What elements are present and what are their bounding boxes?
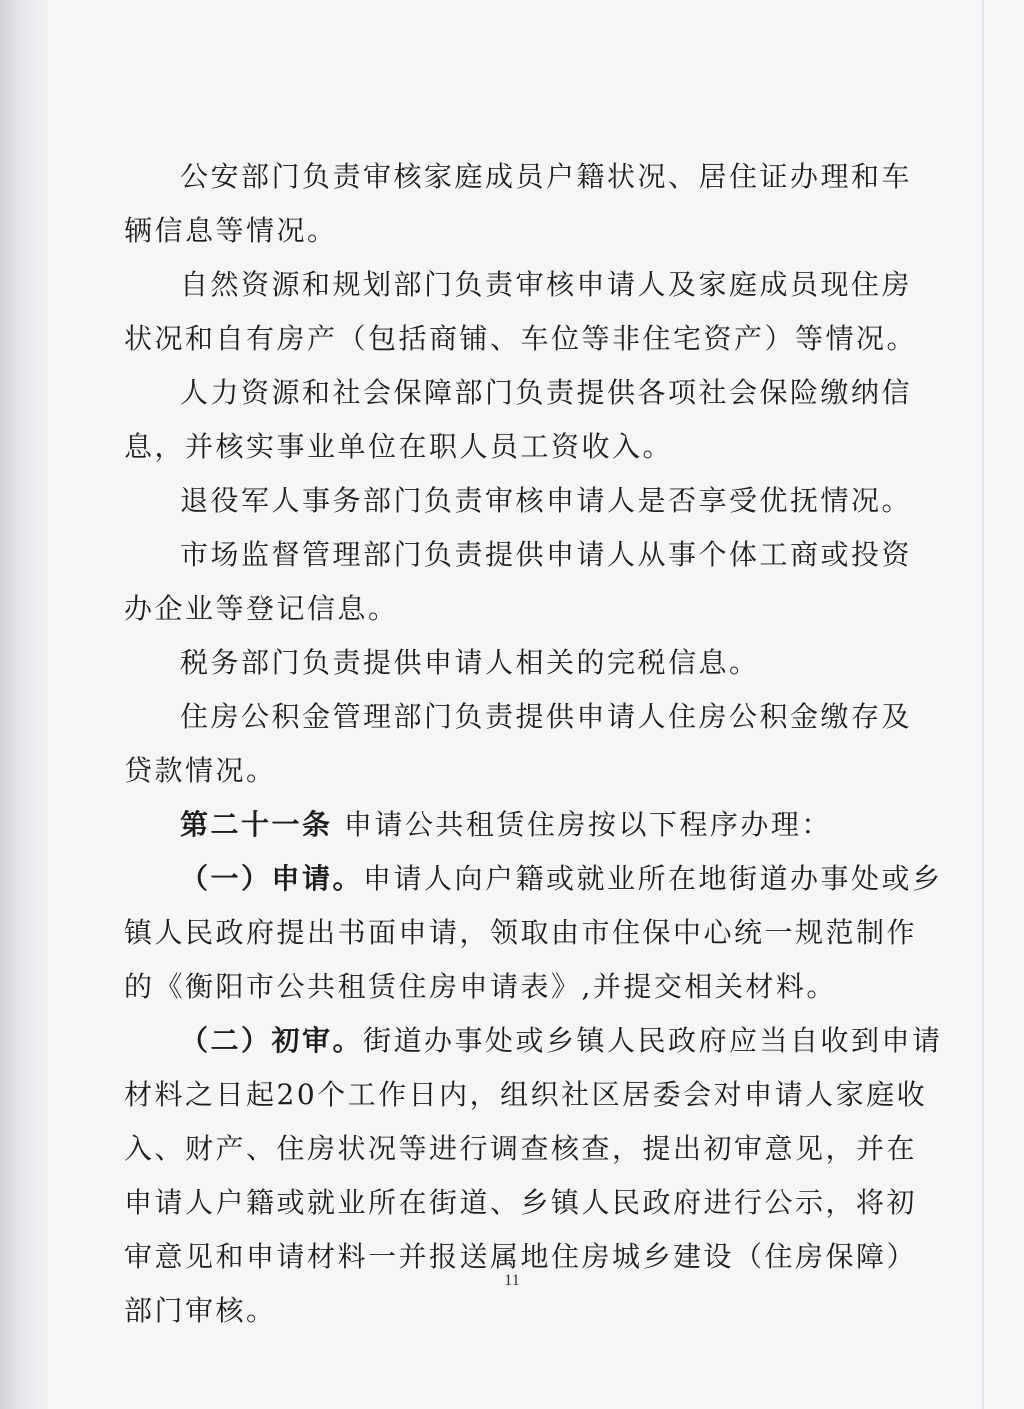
paragraph-line: 住房公积金管理部门负责提供申请人住房公积金缴存及: [180, 700, 913, 733]
paragraph-line: 审意见和申请材料一并报送属地住房城乡建设（住房保障）: [124, 1240, 918, 1273]
paragraph-line: 自然资源和规划部门负责审核申请人及家庭成员现住房: [180, 268, 913, 301]
paragraph-line: 退役军人事务部门负责审核申请人是否享受优抚情况。: [180, 484, 913, 517]
step-text: 申请人向户籍或就业所在地街道办事处或乡: [363, 862, 943, 895]
paragraph-line: 的《衡阳市公共租赁住房申请表》,并提交相关材料。: [124, 970, 837, 1003]
paragraph-line: 入、财产、住房状况等进行调查核查，提出初审意见，并在: [124, 1132, 918, 1165]
step-text: 街道办事处或乡镇人民政府应当自收到申请: [363, 1024, 943, 1057]
paragraph-line: 税务部门负责提供申请人相关的完税信息。: [180, 646, 760, 679]
page-edge: [982, 0, 984, 1409]
article-number: 第二十一条: [180, 808, 333, 841]
step-heading-line: [124, 1014, 943, 1068]
paragraph-line: 息，并核实事业单位在职人员工资收入。: [124, 430, 674, 463]
paragraph-line: 市场监督管理部门负责提供申请人从事个体工商或投资: [180, 538, 913, 571]
article-text: 申请公共租赁住房按以下程序办理：: [332, 808, 832, 841]
step-heading-line: [124, 852, 943, 906]
paragraph-line: 办企业等登记信息。: [124, 592, 399, 625]
body-text: [124, 150, 943, 1338]
step-label: （一）申请。: [180, 862, 364, 895]
article-heading-line: [124, 798, 844, 852]
paragraph-line: 镇人民政府提出书面申请，领取由市住保中心统一规范制作: [124, 916, 918, 949]
paragraph-line: 辆信息等情况。: [124, 214, 338, 247]
binding-shadow: [0, 0, 48, 1409]
page-number: 11: [504, 1272, 520, 1289]
paragraph-line: 部门审核。: [124, 1294, 277, 1327]
paragraph-line: 申请人户籍或就业所在街道、乡镇人民政府进行公示，将初: [124, 1186, 918, 1219]
paragraph-line: 公安部门负责审核家庭成员户籍状况、居住证办理和车: [180, 160, 913, 193]
step-label: （二）初审。: [180, 1024, 364, 1057]
paragraph-line: 贷款情况。: [124, 754, 277, 787]
paragraph-line: 状况和自有房产（包括商铺、车位等非住宅资产）等情况。: [124, 322, 918, 355]
paragraph-line: 人力资源和社会保障部门负责提供各项社会保险缴纳信: [180, 376, 913, 409]
paragraph-line: 材料之日起20个工作日内，组织社区居委会对申请人家庭收: [124, 1078, 928, 1111]
